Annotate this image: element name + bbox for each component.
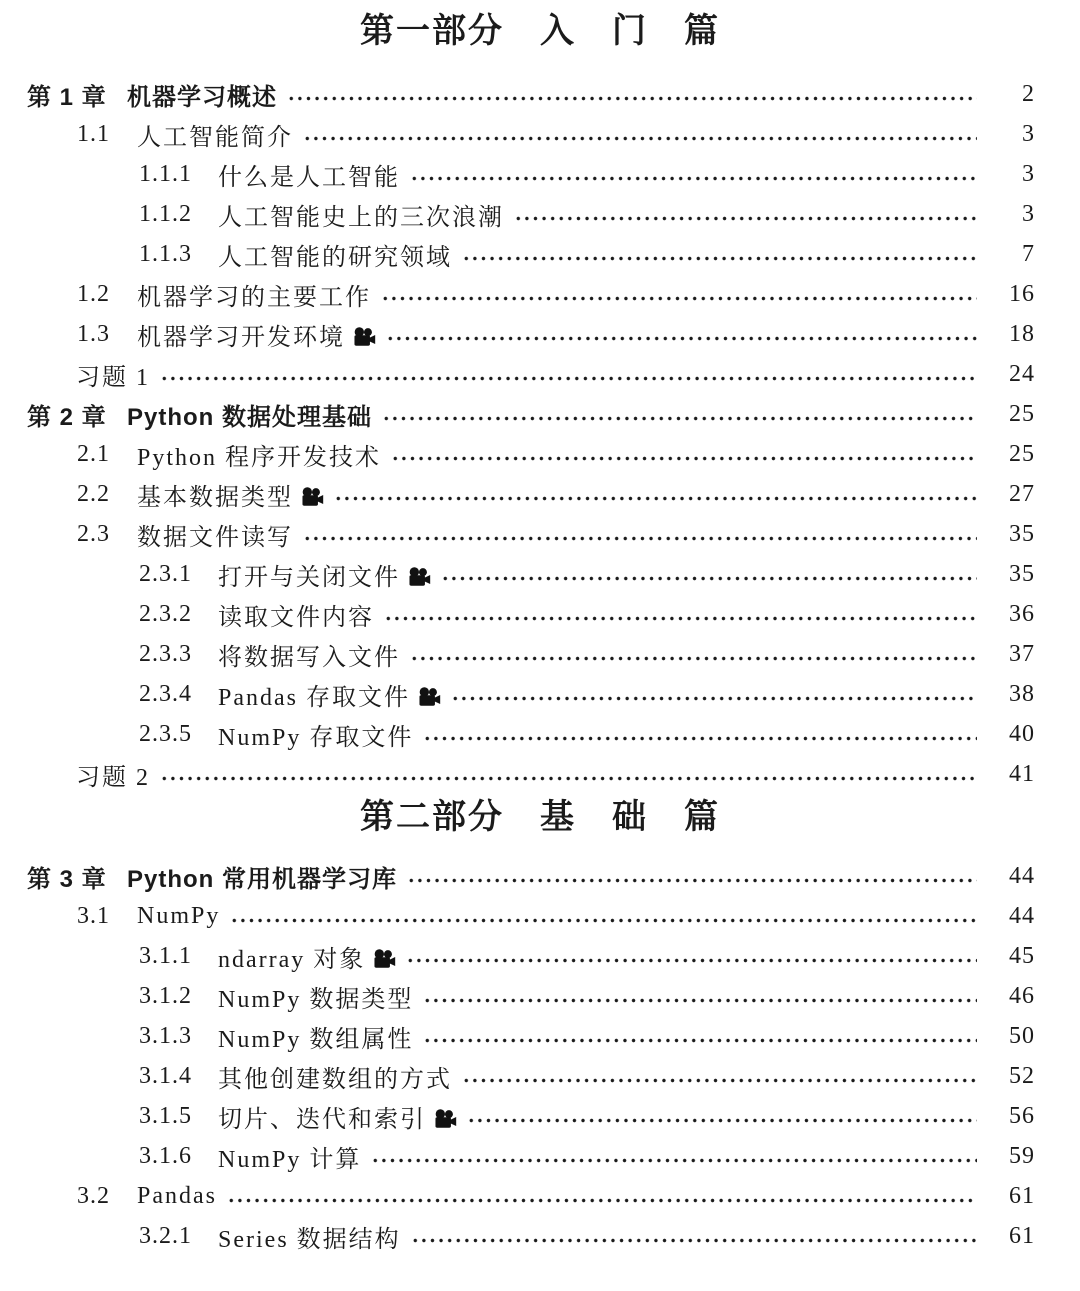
part-title: 第一部分 入 门 篇 [360,13,720,50]
toc-row [0,754,1035,794]
entry-title: 其他创建数组的方式 [218,1066,452,1093]
entry-number: 1.1 [77,120,110,147]
entry-page-number: 37 [1009,640,1035,667]
entry-page-number: 2 [1022,80,1035,107]
toc-row [0,856,1035,896]
entry-title: 读取文件内容 [218,604,374,631]
entry-page-number: 61 [1009,1182,1035,1209]
dot-leader [410,154,977,194]
entry-title: 机器学习概述 [127,83,277,111]
dot-leader [382,394,977,434]
video-camera-icon [418,687,441,708]
toc-row [0,554,1035,594]
entry-title: Python 数据处理基础 [127,403,372,431]
toc-row [0,314,1035,354]
toc-row [0,1016,1035,1056]
entry-page-number: 3 [1022,120,1035,147]
entry-title: 习题 1 [76,364,150,391]
video-camera-icon [408,567,431,588]
toc-content [0,10,1035,1256]
toc-row [0,1096,1035,1136]
entry-title: 数据文件读写 [137,524,293,551]
entry-page-number: 46 [1009,982,1035,1009]
entry-number: 3.1 [77,902,110,929]
entry-number: 2.2 [77,480,110,507]
dot-leader [423,976,977,1016]
dot-leader [386,314,977,354]
dot-leader [381,274,977,314]
entry-title: NumPy 数据类型 [218,986,414,1013]
entry-page-number: 16 [1009,280,1035,307]
entry-number: 第 3 章 [27,865,107,893]
entry-page-number: 24 [1009,360,1035,387]
dot-leader [303,114,977,154]
toc-row [0,154,1035,194]
entry-title: NumPy [137,902,221,929]
toc-row [0,634,1035,674]
dot-leader [384,594,977,634]
entry-page-number: 35 [1009,560,1035,587]
toc-part [0,10,1035,794]
entry-number: 第 1 章 [27,83,107,111]
entry-number: 1.1.3 [139,240,192,267]
toc-row [0,274,1035,314]
entry-number: 1.1.1 [139,160,192,187]
entry-number: 第 2 章 [27,403,107,431]
toc-row [0,714,1035,754]
toc-row [0,1176,1035,1216]
entry-number: 1.2 [77,280,110,307]
entry-title: NumPy 数组属性 [218,1026,414,1053]
entry-page-number: 3 [1022,160,1035,187]
entry-page-number: 25 [1009,440,1035,467]
entry-number: 3.1.1 [139,942,192,969]
entry-page-number: 3 [1022,200,1035,227]
entry-title: 人工智能简介 [137,124,293,151]
dot-leader [441,554,977,594]
entry-title: 人工智能史上的三次浪潮 [218,204,504,231]
entry-page-number: 7 [1022,240,1035,267]
part-entries [0,74,1035,794]
entry-page-number: 59 [1009,1142,1035,1169]
toc-row [0,474,1035,514]
entry-page-number: 61 [1009,1222,1035,1249]
entry-title: Python 常用机器学习库 [127,865,397,893]
dot-leader [467,1096,977,1136]
entry-number: 2.3.4 [139,680,192,707]
video-camera-icon [434,1109,457,1130]
entry-page-number: 45 [1009,942,1035,969]
entry-page-number: 25 [1009,400,1035,427]
part-title: 第二部分 基 础 篇 [360,799,720,836]
entry-number: 2.3.5 [139,720,192,747]
toc-row [0,1216,1035,1256]
entry-number: 2.3 [77,520,110,547]
entry-number: 2.3.2 [139,600,192,627]
dot-leader [451,674,977,714]
dot-leader [371,1136,977,1176]
video-camera-icon [301,487,324,508]
video-camera-icon [373,949,396,970]
toc-row [0,1056,1035,1096]
video-camera-icon [353,327,376,348]
toc-row [0,114,1035,154]
entry-title: 机器学习的主要工作 [137,284,371,311]
toc-row [0,936,1035,976]
entry-number: 2.3.3 [139,640,192,667]
dot-leader [160,354,977,394]
entry-page-number: 27 [1009,480,1035,507]
entry-number: 3.1.5 [139,1102,192,1129]
entry-title: Series 数据结构 [218,1226,401,1253]
entry-title: NumPy 计算 [218,1146,362,1173]
entry-page-number: 44 [1009,902,1035,929]
entry-title: Python 程序开发技术 [137,444,382,471]
entry-title: 将数据写入文件 [218,644,400,671]
dot-leader [303,514,977,554]
toc-row [0,976,1035,1016]
entry-title: ndarray 对象 [218,946,366,973]
entry-number: 2.1 [77,440,110,467]
toc-row [0,1136,1035,1176]
entry-title: Pandas [137,1182,217,1209]
entry-number: 3.1.3 [139,1022,192,1049]
entry-page-number: 41 [1009,760,1035,787]
toc-row [0,514,1035,554]
toc-row [0,234,1035,274]
entry-page-number: 52 [1009,1062,1035,1089]
toc-part [0,796,1035,1256]
entry-title: 什么是人工智能 [218,164,400,191]
toc-row [0,594,1035,634]
entry-number: 1.1.2 [139,200,192,227]
entry-number: 2.3.1 [139,560,192,587]
dot-leader [406,936,977,976]
dot-leader [287,74,977,114]
entry-number: 3.1.4 [139,1062,192,1089]
entry-title: Pandas 存取文件 [218,684,410,711]
dot-leader [391,434,977,474]
toc-row [0,354,1035,394]
dot-leader [462,234,977,274]
dot-leader [334,474,977,514]
dot-leader [462,1056,977,1096]
dot-leader [160,754,977,794]
entry-title: 机器学习开发环境 [137,324,345,351]
entry-title: 习题 2 [76,764,150,791]
dot-leader [227,1176,977,1216]
part-entries [0,856,1035,1256]
entry-title: NumPy 存取文件 [218,724,414,751]
dot-leader [411,1216,977,1256]
dot-leader [407,856,977,896]
dot-leader [423,714,977,754]
entry-title: 人工智能的研究领域 [218,244,452,271]
entry-page-number: 40 [1009,720,1035,747]
toc-row [0,896,1035,936]
dot-leader [423,1016,977,1056]
entry-number: 3.2.1 [139,1222,192,1249]
entry-page-number: 44 [1009,862,1035,889]
dot-leader [410,634,977,674]
toc-row [0,674,1035,714]
toc-row [0,434,1035,474]
entry-number: 3.2 [77,1182,110,1209]
entry-title: 基本数据类型 [137,484,293,511]
toc-row [0,394,1035,434]
entry-page-number: 50 [1009,1022,1035,1049]
entry-number: 3.1.2 [139,982,192,1009]
entry-page-number: 35 [1009,520,1035,547]
toc-row [0,194,1035,234]
entry-page-number: 38 [1009,680,1035,707]
dot-leader [230,896,977,936]
entry-title: 切片、迭代和索引 [218,1106,426,1133]
entry-number: 1.3 [77,320,110,347]
entry-title: 打开与关闭文件 [218,564,400,591]
entry-page-number: 18 [1009,320,1035,347]
entry-number: 3.1.6 [139,1142,192,1169]
dot-leader [514,194,977,234]
entry-page-number: 56 [1009,1102,1035,1129]
toc-row [0,74,1035,114]
entry-page-number: 36 [1009,600,1035,627]
